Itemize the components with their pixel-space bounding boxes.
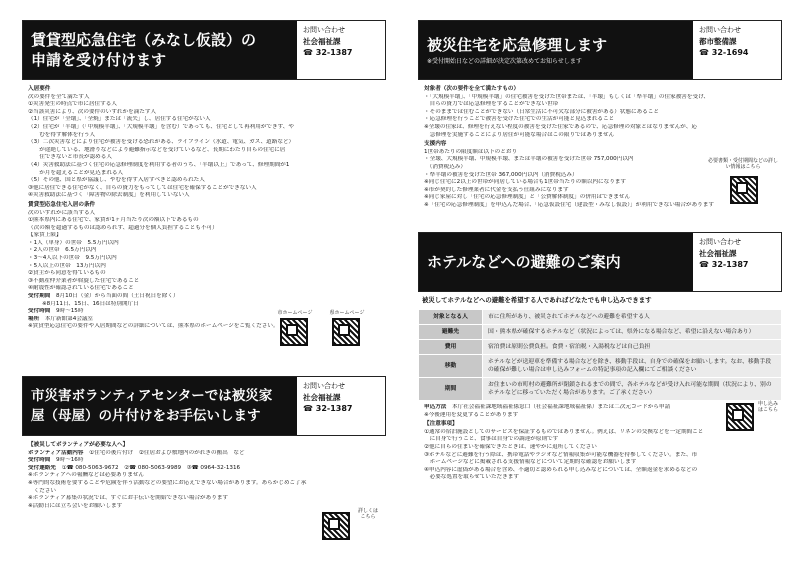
contact-dept: 都市整備課 [699,37,737,46]
rental-housing-header [22,20,386,80]
hotel-info-table [418,309,782,401]
text-line: ※同じ家屋に対し「住宅の応急修理制度」と「公費解体制度」の併用はできません [424,194,631,201]
text-line: ②他に自らの住まいを確保できたときは、速やかに退所してください [424,443,597,450]
hotel-body [418,401,782,513]
contact-dept: 社会福祉課 [699,249,737,258]
contact-box [297,21,385,79]
contact-tel: ☎ 32-1387 [303,404,353,413]
text-line: ④耐震性が確認されている住宅であること [28,285,134,292]
table-row [419,325,782,340]
text-line: （2）住宅が「半壊」（「中規模半壊」、「大規模半壊」を含む）であっても、住宅として再利用ができず、や [28,123,294,130]
text-line: ※活動日には立ち会いをお願いします [28,502,123,509]
volunteer-body [22,436,386,546]
text-line: ①通常の宿泊施設としてのサービスを保証するものではありません。例えば、リネンの交換などを一定期間ごと [424,428,704,435]
contact-label: お問い合わせ [303,382,345,390]
text-line: ※全壊の住家は、修理を行えない程度の被害を受けた住家であるので、応急修理の対象とはなりませんが、応 [424,123,698,130]
hours-label: 受付時間 [28,308,51,315]
text-line: ※専門的な技術を要することや危険を伴う活動などの要望にお応えできない場合があります。あらかじめご了承 [28,479,307,486]
qr-code-icon[interactable] [726,403,754,431]
period-value: 8月10日（金）から当面の間（土日祝日を除く） [56,293,179,300]
row-value: ホテルなどが送迎車を準備する場合などを除き、移動手段は、自身での確保をお願いします。なお、移動手段の確保が難しい場合は申し込みフォームの特記事項の記入欄にてご相談ください [483,355,782,378]
repair-title [419,21,693,79]
text-line: ・5人以上の世帯 13万円以内 [28,262,106,269]
hotel-title [419,233,693,291]
text-line: （4）災害救助法に基づく住宅の応急修理制度を利用する者のうち、「半壊以上」であって、修理期間が1 [28,161,290,168]
text-line: ・全壊、大規模半壊、中規模半壊、または半壊の被害を受けた世帯 757,000円以内 [424,156,634,163]
text-line: （5）その他、国と県が協議し、やむを得ず入居すべきと認められた人 [28,177,205,184]
table-row [419,340,782,355]
place-value: 本庁新館第4会議室 [44,315,94,322]
row-value: 宿泊費は原則公費負担。食費・宿泊税・入湯税などは自己負担 [483,340,782,355]
row-value: 国・熊本県が確保するホテルなど（状況によっては、県外になる場合など、希望に沿えない場合あり） [483,325,782,340]
contact-tel: ☎ 32-1694 [699,48,749,57]
apply-label: 申込方法 [424,404,447,410]
activity-value: ①住宅の後片付け ②住居および敷地内のがれきの搬出 など [89,449,245,456]
title-line-1: 市災害ボランティアセンターでは被災家 [31,388,273,404]
text-line: ④災害救助法に基づく「障害物の除去制度」を利用していない人 [28,192,190,199]
text-line: 【家賃上限】 [28,232,62,239]
section-heading: 【被災してボランティアが必要な人へ】 [28,442,129,448]
contact-tel: ☎ 32-1387 [699,260,749,269]
text-line: ③ホテルなどに避難を行う際は、携帯電話やラジオなど情報収集が可能な機器を持参してください。また、市 [424,451,698,458]
table-row [419,355,782,378]
text-line: ※市が契約した修理業者に代金を支払う仕組みになります [424,186,569,193]
contact-label: お問い合わせ [699,26,741,34]
footnote: ※賃貸型応急住宅の要件や入居期間などの詳細については、熊本県のホームページをご覧ください。 [28,323,279,330]
qr-label: 詳しくはこちら [357,508,378,520]
text-line: （消費税込み） [424,163,466,170]
text-line: 急修理を実施することにより居住が可能な場合はこの限りではありません [424,131,615,138]
period-note: ※8月11日、15日、16日は特別開庁日 [42,300,139,307]
text-line: ・3～4人以下の世帯 9.5万円以内 [28,255,117,262]
contact-label: お問い合わせ [699,238,741,246]
section-heading: 入居要件 [28,86,51,92]
qr-code-icon[interactable] [332,318,360,346]
text-line: 必要な処置を取らせていただきます [424,474,519,481]
row-value: お住まいの市町村の避難所が閉鎖されるまでの間で、各ホテルなどが受け入れ可能な期間（状況により、別のホテルなどに移っていただく場合があります。ご了承ください） [483,378,782,401]
text-line: ・そのままでは住むことができない（日常生活に不可欠な部分に被害がある）状態にあること [424,108,659,115]
text-line: ※ボランティア募集の状況では、すぐにお手伝いを開始できない場合があります [28,495,229,502]
row-key: 対象となる人 [419,310,483,325]
text-line: か月を超えることが見込まれる人 [28,169,124,176]
table-row [419,378,782,401]
notes-list [28,472,328,510]
text-line: ※「住宅の応急修理制度」を申込んだ場合、「応急仮設住宅（建設型・みなし仮設）」が利用できない場合があります [424,201,714,208]
contact-box [297,377,385,435]
contact-dept: 社会福祉課 [303,393,341,402]
section-heading: 賃貸型応急住宅入居の条件 [28,201,96,208]
contact-box [693,233,781,291]
text-line: ※ボランティアへの報酬などは必要ありません [28,472,145,479]
title: ホテルなどへの避難のご案内 [427,253,621,271]
hotel-header [418,232,782,292]
text-line: ①災害発生の時点で市に居住する人 [28,101,117,108]
notes-list [424,429,776,482]
qr-label: 申し込みはこちら [758,401,779,413]
text-line: ・準半壊の被害を受けた世帯 367,000円以内（消費税込み） [424,171,578,178]
text-line: 住できないと市長が認める人 [28,154,112,161]
hours-value: 9時～15時 [56,308,84,315]
right-column [418,20,782,513]
contact-tel: ☎ 32-1387 [303,48,353,57]
text-line: ②貸主から同意を得ているもの [28,270,106,277]
requirements-list [28,94,380,200]
row-key: 避難先 [419,325,483,340]
text-line: ください [28,487,56,494]
volunteer-header [22,376,386,436]
rental-housing-title [23,21,297,79]
tel-label: 受付連絡先 [28,464,56,471]
conditions-list [28,210,380,294]
text-line: （次の額を超過するものは認められず、超過分を個人負担することも不可） [28,224,218,231]
title-line-2: 申請を受け付けます [31,51,167,69]
text-line: ・1人（単身）の世帯 5.5万円以内 [28,239,119,246]
section-heading: 対象者（次の要件を全て満たすもの） [424,86,520,92]
apply-note: ※今後運用を変更することがあります [424,411,519,418]
row-value: 市に住所があり、被災されてホテルなどへの避難を希望する人 [483,310,782,325]
rental-housing-body [22,80,386,368]
text-line: ②当該災害により、次の要件のいずれかを満たす人 [28,108,157,115]
hours-label: 受付時間 [28,457,51,464]
hours-value: 9時～16時 [56,457,84,464]
text-line: に自身で行うこと、食事は自身での調達が原則です [424,436,559,443]
notes-heading: 【注意事項】 [424,421,458,428]
text-line: 次の要件を全て満たす人 [28,93,90,100]
text-line: 自らの資力では応急修理をすることができない世帯 [424,101,559,108]
text-line: （3）二次災害などにより住宅が被害を受ける恐れがある、ライフライン（水道、電気、ガス、道路など） [28,139,295,146]
section-heading: 支援内容 [424,141,447,148]
text-line: （1）住宅が「全壊」、「全焼」または「流失」し、居住する住宅がない人 [28,116,211,123]
hotel-lead: 被災してホテルなどへの避難を希望する人であればどなたでも申し込みできます [422,296,652,304]
text-line: ①熊本県内にある住宅で、家賃が1ヶ月当たり次の額以下であるもの [28,217,199,224]
row-key: 移動 [419,355,483,378]
text-line: 次のいずれかに該当する人 [28,209,96,216]
contact-label: お問い合わせ [303,26,345,34]
qr-label: 必要書類・受付期間などの詳しい情報はこちら [708,158,779,170]
support-list [424,149,714,210]
tel-value: ①☎ 080-5063-9672 ②☎ 080-5063-9989 ③☎ 0964-32-1316 [61,464,241,471]
qr-label: 市ホームページ [277,310,313,316]
apply-value: 本庁社会福祉課地域福祉係窓口（社会福祉課地域福祉係）または二次元コードから申請 [452,404,671,410]
text-line: ④申込内容に虚偽がある場合を含め、不適切と認められる申し込みなどについては、全額返金を求めるなどの [424,466,698,473]
title-line-1: 賃貸型応急住宅（みなし仮設）の [31,31,257,49]
row-key: 期間 [419,378,483,401]
activity-label: ボランティア活動内容 [28,449,84,456]
qr-code-icon[interactable] [322,512,350,540]
contact-dept: 社会福祉課 [303,37,341,46]
text-line: ・応急修理を行うことで被害を受けた住宅での生活が可能と見込まれること [424,116,615,123]
eligibility-list [424,94,776,140]
title: 被災住宅を応急修理します [427,35,608,54]
subtitle: ※受付開始日などの詳細が決定次第改めてお知らせします [427,57,582,65]
text-line: ホームページなどに掲載される支援情報などについて定期的な確認をお願いします [424,459,637,466]
row-key: 費用 [419,340,483,355]
qr-code-icon[interactable] [730,176,758,204]
repair-body [418,80,782,232]
contact-box [693,21,781,79]
qr-label: 県ホームページ [329,310,365,316]
volunteer-title [23,377,297,435]
text-line: ・「大規模半壊」、「中規模半壊」の住宅被害を受けた世帯または、「半壊」もしくは「準半壊」の住家被害を受け、 [424,93,710,100]
qr-code-icon[interactable] [280,318,308,346]
text-line: ③他に居住できる住宅がなく、自らの資力をもってしては住宅を確保することができない人 [28,184,257,191]
period-label: 受付期間 [28,293,51,300]
text-line: ※同じ住宅に2以上の世帯が同居している場合も1世帯当たりの額以内になります [424,179,626,186]
title-line-2: 屋（母屋）の片付けをお手伝いします [31,408,261,424]
table-row [419,310,782,325]
place-label: 場所 [28,315,40,322]
text-line: ③不動産仲介業者が斡旋した住宅であること [28,277,140,284]
text-line: 1世帯あたりの限度額は以下のとおり [424,148,518,155]
text-line: むを得ず解体を行う人 [28,131,96,138]
text-line: が途絶している、地滑りなどにより避難指示などを受けているなど、長期にわたり自らの住宅に居 [28,146,286,153]
left-column [22,20,386,546]
repair-header [418,20,782,80]
text-line: ・2人の世帯 6.5万円以内 [28,247,97,254]
